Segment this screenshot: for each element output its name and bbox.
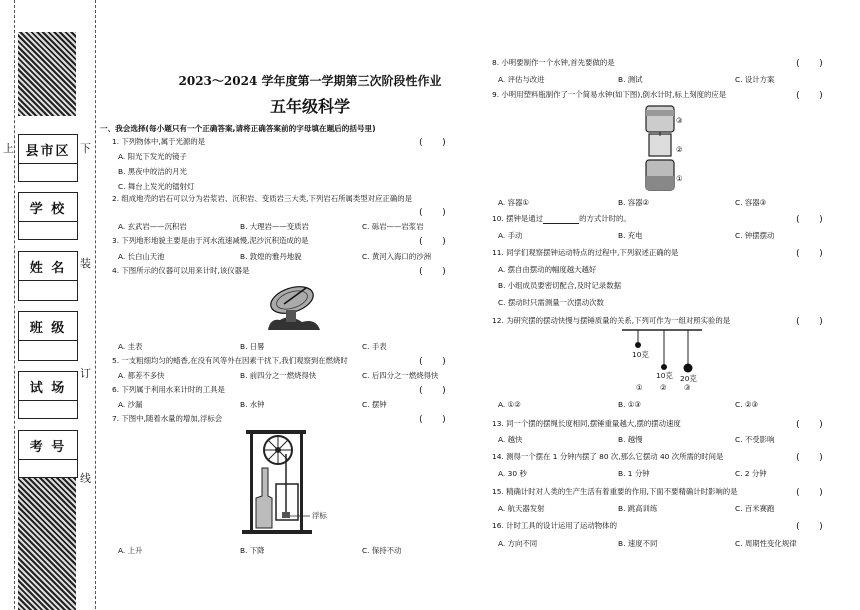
- weight-label: 20克: [680, 374, 697, 383]
- option: B. 大理岩——变质岩: [240, 222, 309, 231]
- question-stem: 5. 一支粗细均匀的蜡香,在没有风等外在因素干扰下,我们观察到在燃烧时: [112, 356, 348, 365]
- option: A. 越快: [498, 435, 523, 444]
- stem-part: 10. 摆钟是通过: [492, 214, 544, 223]
- field-exam-room[interactable]: [18, 371, 78, 419]
- question-stem: [492, 214, 631, 224]
- option: C. 摆动时只需测量一次摆动次数: [498, 298, 604, 307]
- pendulum-number: ①: [636, 383, 643, 392]
- option: C. 保持不动: [362, 546, 402, 555]
- edge-char: 订: [80, 367, 91, 380]
- option: A. 圭表: [118, 342, 143, 351]
- answer-paren[interactable]: ( ): [795, 488, 824, 498]
- option: B. 越慢: [618, 435, 643, 444]
- option: B. 日晷: [240, 342, 265, 351]
- option: A. 都差不多快: [118, 371, 165, 380]
- option: A. 航天器发射: [498, 504, 545, 513]
- question-stem: 12. 为研究摆的摆动快慢与摆锤质量的关系,下列可作为一组对照实验的是: [492, 316, 731, 325]
- cut-line: [95, 0, 96, 609]
- answer-paren[interactable]: ( ): [418, 138, 447, 148]
- option: A. 评估与改进: [498, 75, 545, 84]
- question-stem: 13. 同一个摆的摆绳长度相同,摆锤重量越大,摆的摆动速度: [492, 419, 681, 428]
- option: A. 上升: [118, 546, 143, 555]
- answer-paren[interactable]: ( ): [795, 420, 824, 430]
- option: B. 测试: [618, 75, 643, 84]
- field-label: 试 场: [19, 378, 77, 401]
- question-stem: 15. 精确计时对人类的生产生活有着重要的作用,下面不要精确计时影响的是: [492, 487, 738, 496]
- water-clock-float-figure: [238, 424, 318, 536]
- fill-blank[interactable]: [543, 215, 579, 224]
- option: B. 充电: [618, 231, 643, 240]
- option: B. ①③: [618, 400, 642, 409]
- answer-paren[interactable]: ( ): [418, 267, 447, 277]
- question-stem: 14. 测得一个摆在 1 分钟内摆了 80 次,那么它摆动 40 次所需的时间是: [492, 452, 724, 461]
- answer-paren[interactable]: ( ): [795, 453, 824, 463]
- stem-part: 的方式计时的。: [579, 214, 631, 223]
- decorative-pattern-top: [18, 32, 76, 116]
- option: C. 百米赛跑: [735, 504, 775, 513]
- option: B. 黑夜中皎洁的月光: [118, 167, 187, 176]
- answer-paren[interactable]: ( ): [795, 249, 824, 259]
- question-stem: 3. 下列地形地貌主要是由于河水流速减慢,泥沙沉积造成的是: [112, 236, 309, 245]
- edge-char: 下: [80, 142, 91, 155]
- option: B. 下降: [240, 546, 265, 555]
- answer-paren[interactable]: ( ): [795, 59, 824, 69]
- question-stem: 4. 下图所示的仪器可以用来计时,该仪器是: [112, 266, 250, 275]
- option: A. 阳光下发光的镜子: [118, 152, 187, 161]
- weight-label: 10克: [656, 371, 673, 380]
- option: C. 后四分之一燃烧得快: [362, 371, 439, 380]
- answer-paren[interactable]: ( ): [418, 237, 447, 247]
- container-label: ③: [676, 116, 683, 125]
- field-label: 学 校: [19, 199, 77, 222]
- option: B. 速度不同: [618, 539, 658, 548]
- weight-label: 10克: [632, 350, 649, 359]
- option: A. 容器①: [498, 198, 530, 207]
- option: C. 舞台上发光的镭射灯: [118, 182, 195, 191]
- option: B. 小组成员要密切配合,及时记录数据: [498, 281, 621, 290]
- question-stem: 1. 下列物体中,属于光源的是: [112, 137, 206, 146]
- answer-paren[interactable]: ( ): [795, 317, 824, 327]
- option: C. 摆钟: [362, 400, 387, 409]
- option: C. 不受影响: [735, 435, 775, 444]
- answer-paren[interactable]: ( ): [418, 357, 447, 367]
- edge-char: 装: [80, 257, 91, 270]
- question-stem: 2. 组成地壳的岩石可以分为岩浆岩、沉积岩、变质岩三大类,下列岩石所属类型对应正确的是: [112, 194, 412, 203]
- field-label: 考 号: [19, 437, 77, 460]
- float-label: 浮标: [312, 511, 327, 520]
- question-stem: 9. 小明用塑料瓶制作了一个简易水钟(如下图),倒水计时,标上刻度的应是: [492, 90, 727, 99]
- option: C. 设计方案: [735, 75, 775, 84]
- option: C. 砾岩——岩浆岩: [362, 222, 424, 231]
- pendulum-number: ②: [660, 383, 667, 392]
- option: A. 方向不同: [498, 539, 538, 548]
- field-label: 姓 名: [19, 258, 77, 281]
- option: A. 长白山天池: [118, 252, 165, 261]
- pendulum-number: ③: [684, 383, 691, 392]
- option: B. 容器②: [618, 198, 650, 207]
- field-school[interactable]: [18, 192, 78, 240]
- field-class[interactable]: [18, 311, 78, 361]
- field-label: 班 级: [19, 318, 77, 341]
- option: B. 跳高训练: [618, 504, 658, 513]
- field-label: 县市区: [19, 141, 77, 164]
- page-title: 2023～2024 学年度第一学期第三次阶段性作业: [178, 74, 442, 88]
- field-county[interactable]: [18, 134, 78, 182]
- container-label: ①: [676, 174, 683, 183]
- option: A. 玄武岩——沉积岩: [118, 222, 187, 231]
- option: C. 周期性变化规律: [735, 539, 797, 548]
- option: B. 1 分钟: [618, 469, 650, 478]
- question-stem: 11. 同学们观察摆钟运动特点的过程中,下列叙述正确的是: [492, 248, 679, 257]
- option: C. 2 分钟: [735, 469, 767, 478]
- subject-title: 五年级科学: [269, 97, 350, 116]
- option: A. 手动: [498, 231, 523, 240]
- question-stem: 7. 下图中,随着水量的增加,浮标会: [112, 414, 223, 423]
- question-stem: 8. 小明要制作一个水钟,首先要做的是: [492, 58, 615, 67]
- question-stem: 16. 计时工具的设计运用了运动物体的: [492, 521, 617, 530]
- answer-paren[interactable]: ( ): [418, 386, 447, 396]
- section-heading: 一、我会选择(每小题只有一个正确答案,请将正确答案前的字母填在题后的括号里): [100, 124, 376, 133]
- answer-paren[interactable]: ( ): [795, 215, 824, 225]
- answer-paren[interactable]: ( ): [418, 415, 447, 425]
- question-stem: 6. 下列属于利用水来计时的工具是: [112, 385, 225, 394]
- option: B. 水钟: [240, 400, 265, 409]
- option: B. 前四分之一燃烧得快: [240, 371, 317, 380]
- option: A. 摆自由摆动的幅度越大越好: [498, 265, 597, 274]
- field-name[interactable]: [18, 251, 78, 301]
- option: A. 30 秒: [498, 469, 527, 478]
- sundial-figure: [262, 278, 324, 336]
- bottle-water-clock-figure: [640, 104, 680, 192]
- option: C. ②③: [735, 400, 759, 409]
- option: A. ①②: [498, 400, 521, 409]
- option: A. 沙漏: [118, 400, 143, 409]
- answer-paren[interactable]: ( ): [418, 208, 447, 218]
- option: C. 黄河入海口的沙洲: [362, 252, 431, 261]
- option: C. 手表: [362, 342, 387, 351]
- edge-char: 线: [80, 472, 91, 485]
- answer-paren[interactable]: ( ): [795, 91, 824, 101]
- decorative-pattern-bottom: [18, 470, 76, 610]
- answer-paren[interactable]: ( ): [795, 522, 824, 532]
- field-exam-number[interactable]: [18, 430, 78, 478]
- edge-char: 上: [3, 142, 14, 155]
- cut-line-left: [14, 0, 15, 609]
- option: C. 容器③: [735, 198, 767, 207]
- option: B. 敦煌的雅丹地貌: [240, 252, 302, 261]
- container-label: ②: [676, 145, 683, 154]
- option: C. 钟摆摆动: [735, 231, 775, 240]
